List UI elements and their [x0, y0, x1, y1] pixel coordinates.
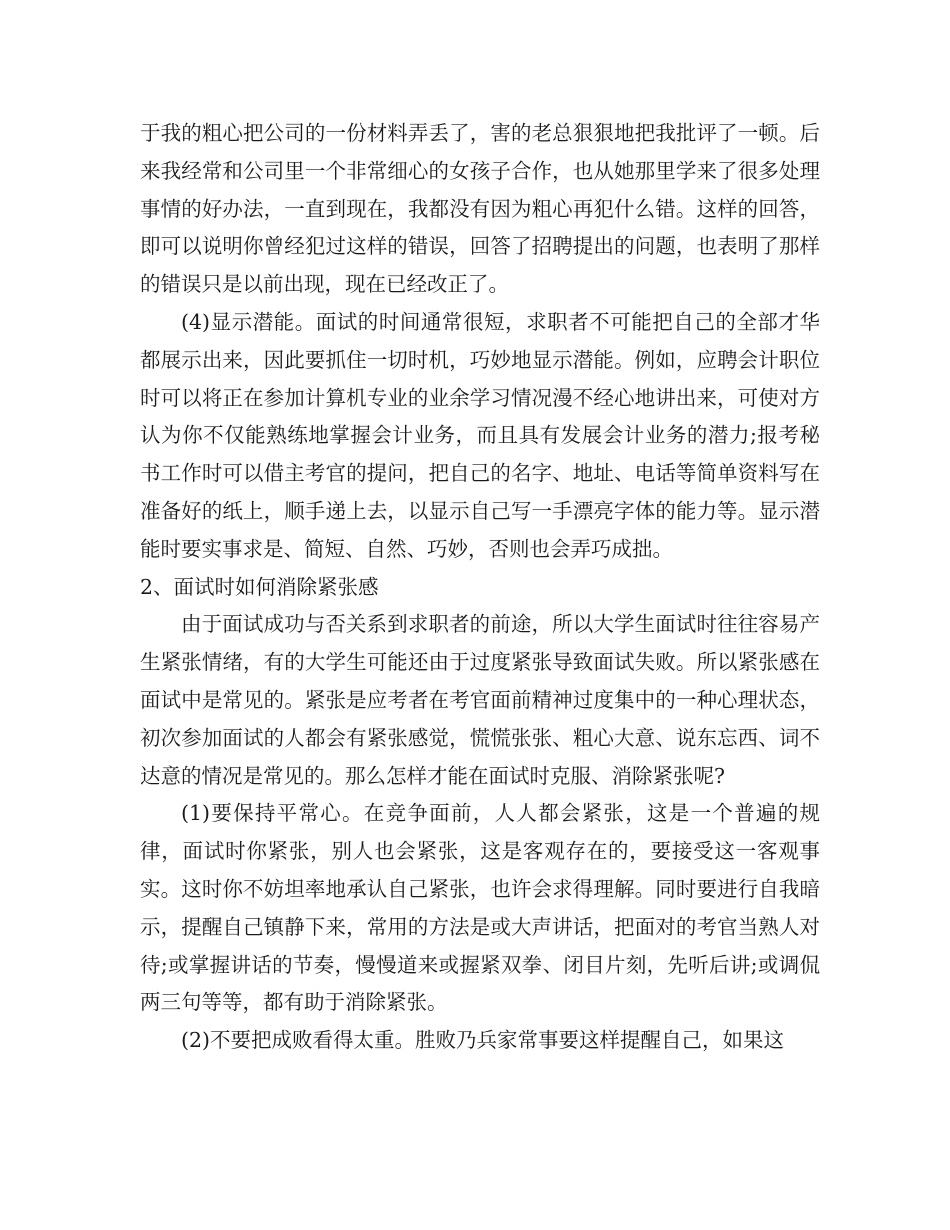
paragraph-show-potential: (4)显示潜能。面试的时间通常很短，求职者不可能把自己的全部才华都展示出来，因此要抓住一切时机，巧妙地显示潜能。例如，应聘会计职位时可以将正在参加计算机专业的业余学习情况漫不经心地讲出来，可使对方认为你不仅能熟练地掌握会计业务，而且具有发展会计业务的潜力;报考秘书工作时可以借主考官的提问，把自己的名字、地址、电话等简单资料写在准备好的纸上，顺手递上去，以显示自己写一手漂亮字体的能力等。显示潜能时要实事求是、简短、自然、巧妙，否则也会弄巧成拙。 — [140, 309, 820, 561]
paragraph-nervousness-intro: 由于面试成功与否关系到求职者的前途，所以大学生面试时往往容易产生紧张情绪，有的大学生可能还由于过度紧张导致面试失败。所以紧张感在面试中是常见的。紧张是应考者在考官面前精神过度集中的一种心理状态，初次参加面试的人都会有紧张感觉，慌慌张张、粗心大意、说东忘西、词不达意的情况是常见的。那么怎样才能在面试时克服、消除紧张呢? — [140, 612, 820, 788]
paragraph-keep-calm: (1)要保持平常心。在竞争面前，人人都会紧张，这是一个普遍的规律，面试时你紧张，别人也会紧张，这是客观存在的，要接受这一客观事实。这时你不妨坦率地承认自己紧张，也许会求得理解。同时要进行自我暗示，提醒自己镇静下来，常用的方法是或大声讲话，把面对的考官当熟人对待;或掌握讲话的节奏，慢慢道来或握紧双拳、闭目片刻，先听后讲;或调侃两三句等等，都有助于消除紧张。 — [140, 801, 820, 1015]
paragraph-continuation: 于我的粗心把公司的一份材料弄丢了，害的老总狠狠地把我批评了一顿。后来我经常和公司里一个非常细心的女孩子合作，也从她那里学来了很多处理事情的好办法，一直到现在，我都没有因为粗心再犯什么错。这样的回答，即可以说明你曾经犯过这样的错误，回答了招聘提出的问题，也表明了那样的错误只是以前出现，现在已经改正了。 — [140, 121, 820, 297]
paragraph-success-failure: (2)不要把成败看得太重。胜败乃兵家常事要这样提醒自己，如果这 — [181, 1028, 785, 1053]
section-heading: 2、面试时如何消除紧张感 — [140, 574, 379, 599]
document-body — [140, 115, 820, 1060]
